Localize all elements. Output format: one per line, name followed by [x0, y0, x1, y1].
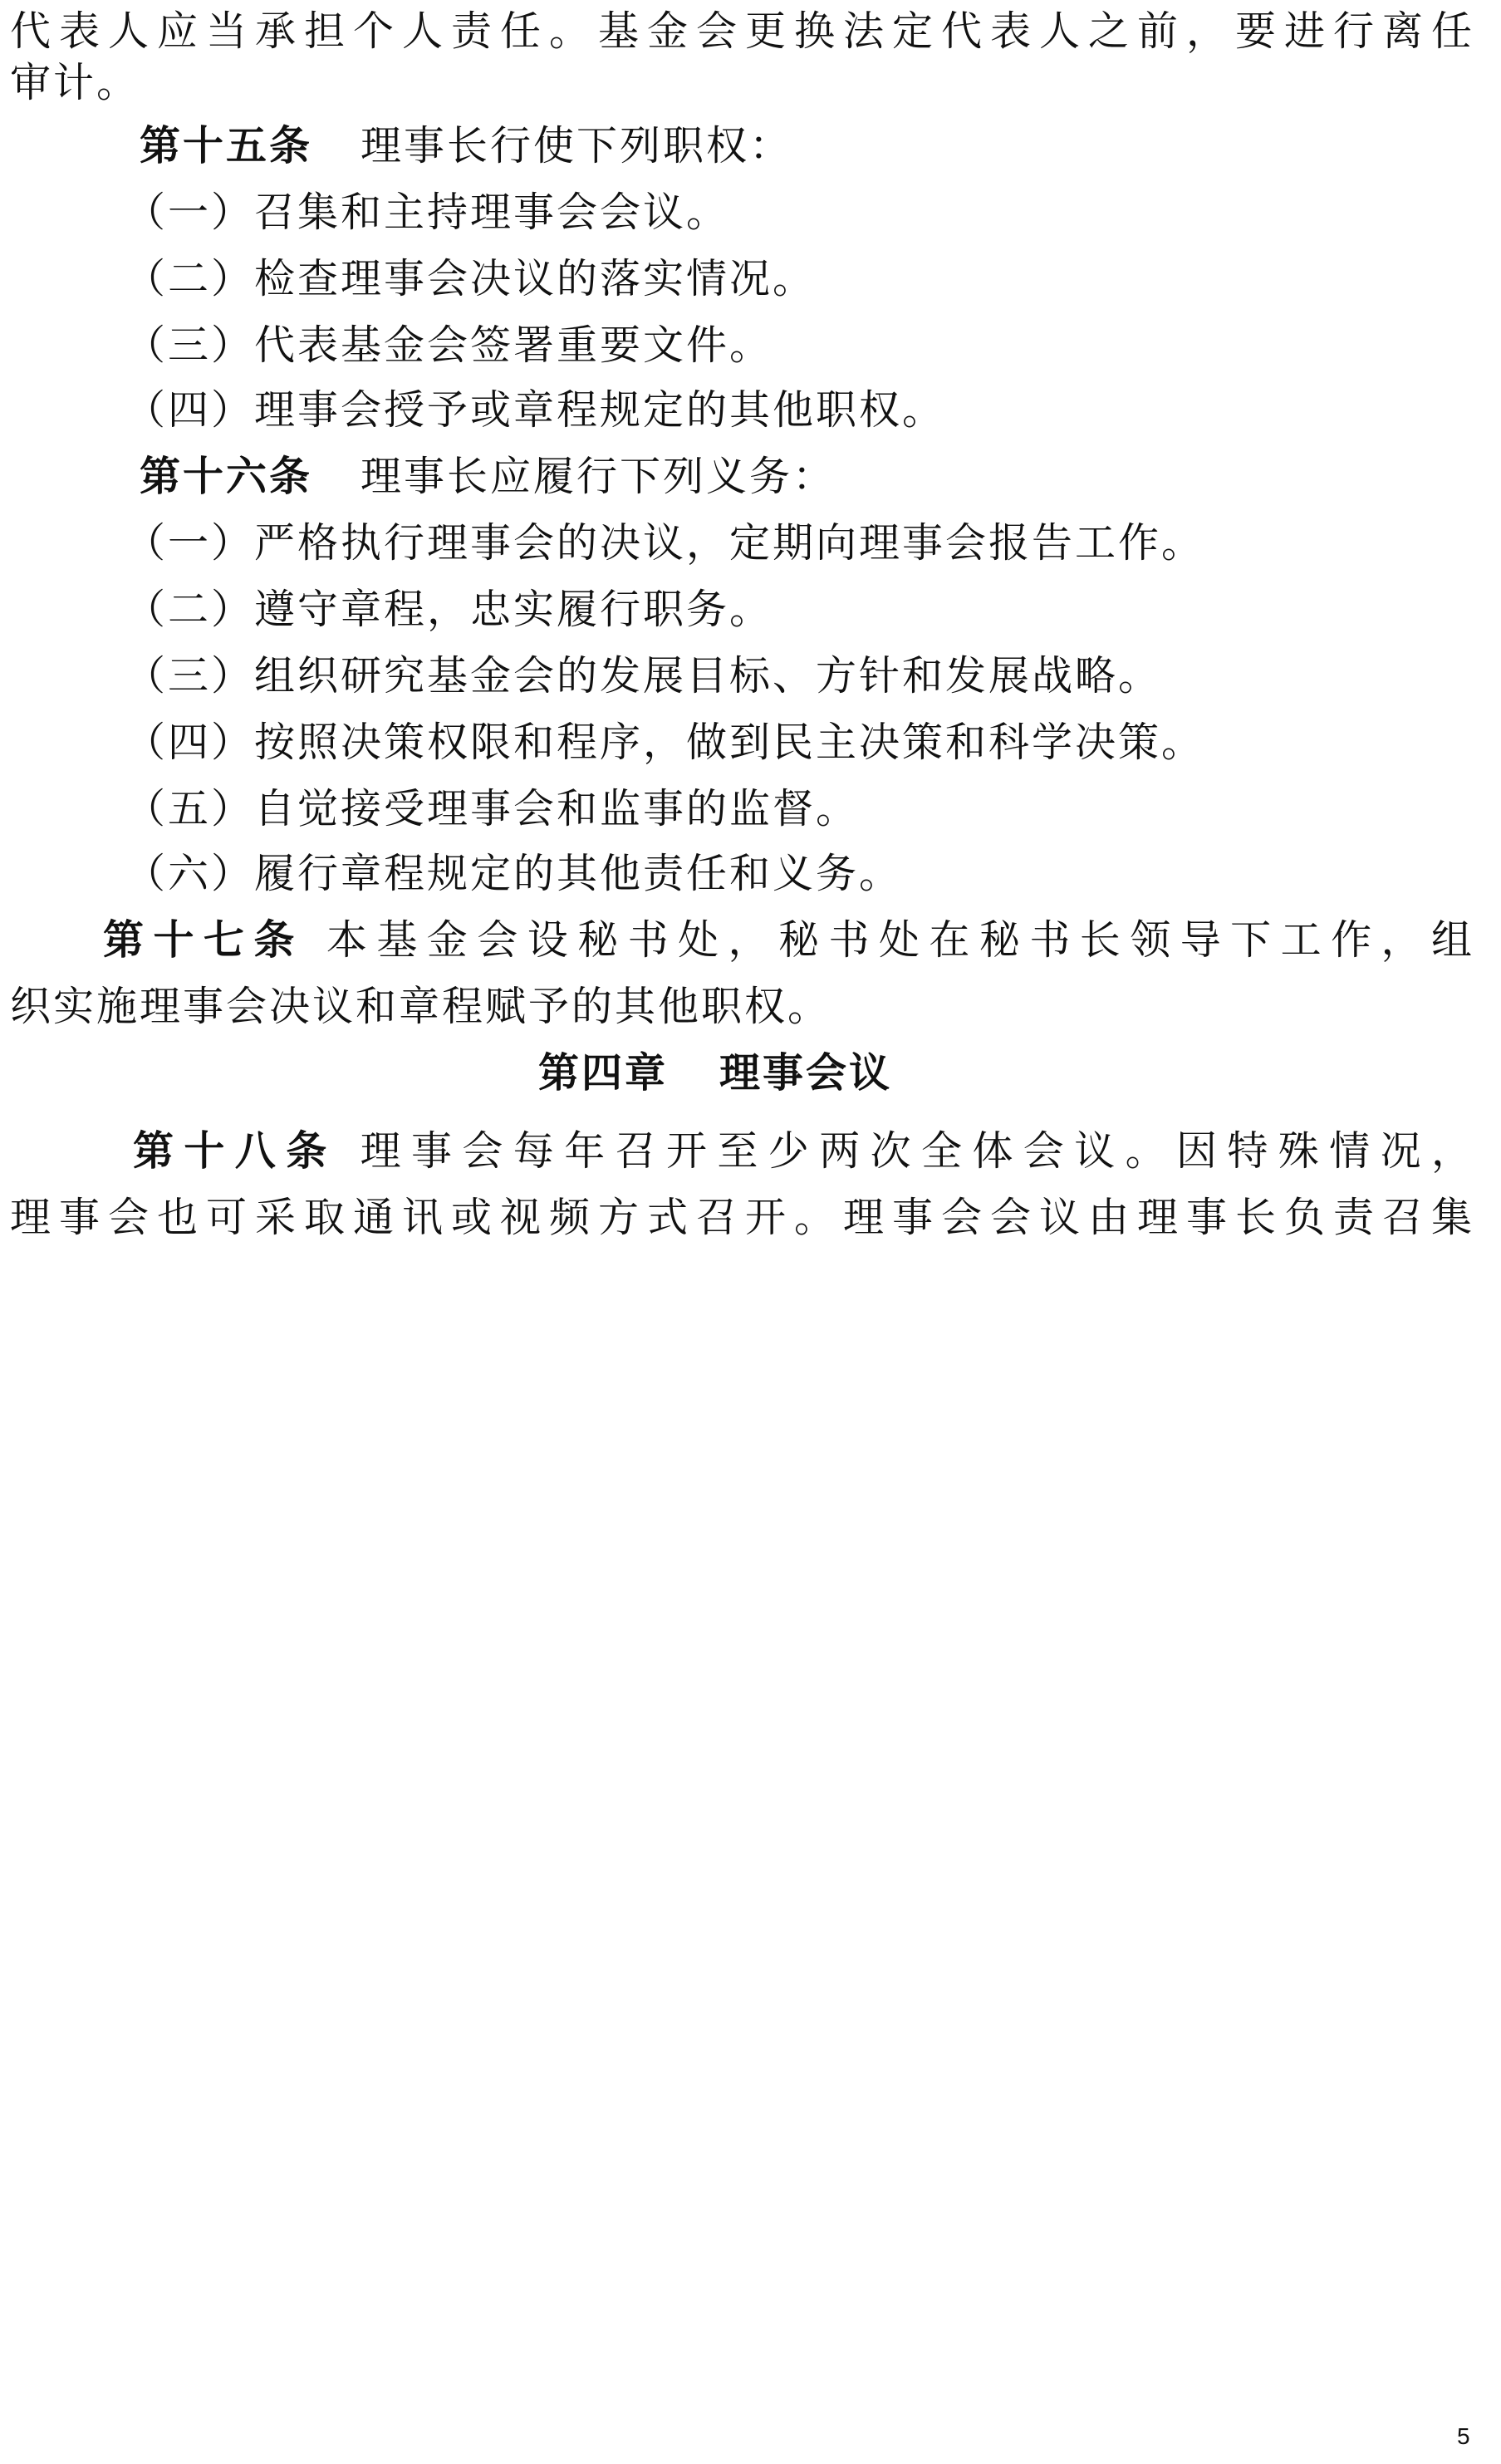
chapter-heading [538, 1048, 892, 1098]
list-item: （三）代表基金会签署重要文件。 [125, 321, 773, 369]
article-heading: 第十六条 [140, 453, 313, 500]
article-text: 理事会每年召开至少两次全体会议。因特殊情况， [360, 1127, 1472, 1175]
paragraph-line: 织实施理事会决议和章程赋予的其他职权。 [10, 983, 831, 1030]
article-17 [103, 915, 1472, 965]
article-text: 理事长应履行下列义务： [361, 453, 836, 500]
list-item: （三）组织研究基金会的发展目标、方针和发展战略。 [125, 652, 1162, 699]
list-item: （二）遵守章程，忠实履行职务。 [125, 586, 773, 633]
article-text: 理事长行使下列职权： [361, 122, 793, 169]
list-item: （一）严格执行理事会的决议，定期向理事会报告工作。 [125, 519, 1205, 567]
article-15 [140, 121, 792, 171]
article-heading: 第十七条 [103, 916, 304, 964]
list-item: （五）自觉接受理事会和监事的监督。 [125, 785, 860, 832]
article-heading: 第十五条 [140, 122, 313, 169]
article-text: 本基金会设秘书处，秘书处在秘书长领导下工作，组 [326, 916, 1472, 964]
chapter-number: 第四章 [538, 1049, 669, 1097]
chapter-title: 理事会议 [719, 1049, 893, 1097]
paragraph-line: 理事会也可采取通讯或视频方式召开。理事会会议由理事长负责召集 [10, 1194, 1472, 1241]
list-item: （四）理事会授予或章程规定的其他职权。 [125, 386, 946, 434]
article-18 [133, 1126, 1472, 1176]
article-heading: 第十八条 [133, 1127, 337, 1175]
paragraph-line: 代表人应当承担个人责任。基金会更换法定代表人之前，要进行离任 [10, 7, 1472, 55]
list-item: （一）召集和主持理事会会议。 [125, 189, 730, 236]
paragraph-line: 审计。 [10, 59, 140, 106]
article-16 [140, 452, 836, 502]
list-item: （二）检查理事会决议的落实情况。 [125, 255, 817, 302]
list-item: （六）履行章程规定的其他责任和义务。 [125, 850, 903, 897]
list-item: （四）按照决策权限和程序，做到民主决策和科学决策。 [125, 719, 1205, 766]
page-number: 5 [1457, 2423, 1470, 2449]
